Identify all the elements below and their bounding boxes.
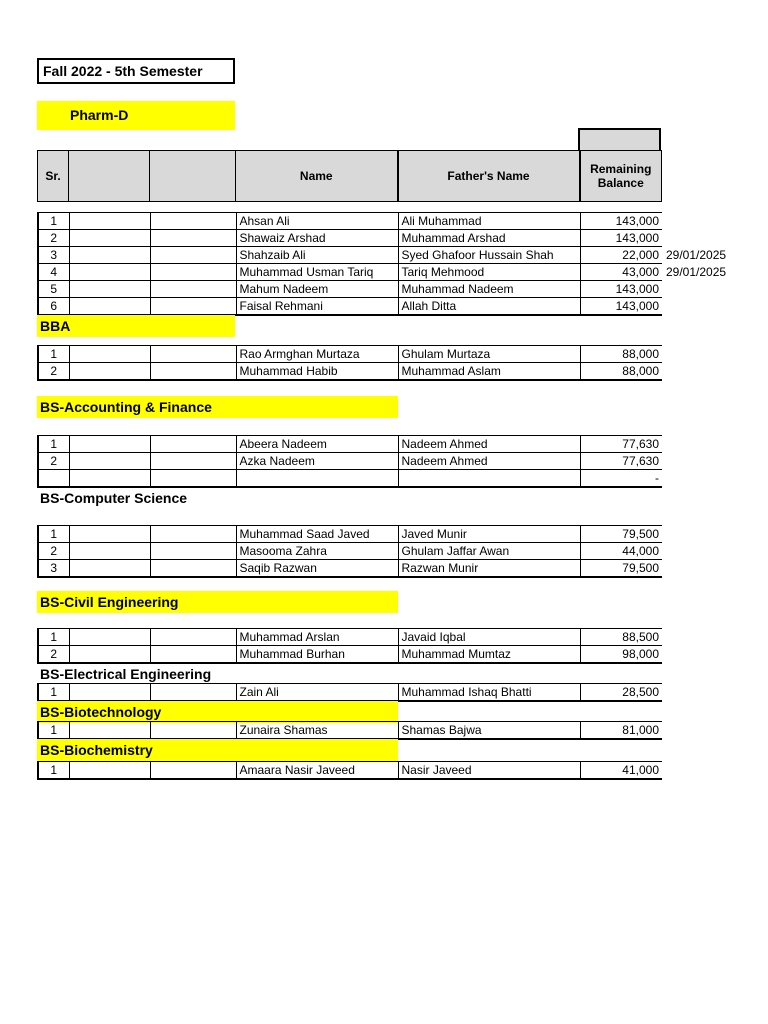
cell-blank-2: [150, 213, 236, 230]
cell-father-name: Ghulam Murtaza: [398, 346, 580, 363]
cell-father-name: Javaid Iqbal: [398, 629, 580, 646]
cell-father-name: Allah Ditta: [398, 298, 580, 316]
balance-header-tab: [578, 128, 661, 151]
table-row: [38, 346, 662, 363]
cell-blank-2: [150, 436, 236, 453]
cell-blank-1: [69, 298, 150, 316]
table-row: [38, 646, 662, 664]
cell-father-name: Muhammad Nadeem: [398, 281, 580, 298]
cell-father-name: Nasir Javeed: [398, 762, 580, 780]
cell-remaining-balance: 44,000: [580, 543, 662, 560]
cell-blank-2: [150, 543, 236, 560]
cell-remaining-balance: 143,000: [580, 213, 662, 230]
cell-remaining-balance: 79,500: [580, 526, 662, 543]
cell-blank-1: [69, 526, 150, 543]
cell-remaining-balance: 88,500: [580, 629, 662, 646]
cell-blank-2: [150, 264, 236, 281]
cell-sr: 2: [38, 230, 69, 247]
cell-father-name: Syed Ghafoor Hussain Shah: [398, 247, 580, 264]
cell-blank-2: [150, 346, 236, 363]
cell-remaining-balance: 43,000: [580, 264, 662, 281]
cell-blank-1: [69, 281, 150, 298]
cell-sr: 2: [38, 646, 69, 664]
header-blank-1: [69, 151, 150, 202]
cell-sr: 1: [38, 684, 69, 702]
cell-father-name: Ali Muhammad: [398, 213, 580, 230]
cell-blank-2: [150, 629, 236, 646]
table-row: [38, 436, 662, 453]
cell-blank-1: [69, 762, 150, 780]
cell-father-name: Muhammad Aslam: [398, 363, 580, 381]
cell-father-name: Muhammad Mumtaz: [398, 646, 580, 664]
section-title-accounting-finance: BS-Accounting & Finance: [37, 396, 398, 418]
header-balance-line2: Balance: [597, 176, 644, 190]
table-row: [38, 247, 662, 264]
cell-name: Amaara Nasir Javeed: [236, 762, 398, 780]
date-note: 29/01/2025: [666, 248, 727, 262]
table-biotechnology: [37, 721, 662, 740]
cell-blank-2: [150, 560, 236, 578]
cell-blank-2: [150, 298, 236, 316]
table-row: [38, 762, 662, 780]
cell-blank-1: [69, 213, 150, 230]
cell-blank-1: [69, 646, 150, 664]
table-row: [38, 526, 662, 543]
cell-blank-2: [150, 470, 236, 488]
cell-name: Muhammad Saad Javed: [236, 526, 398, 543]
cell-remaining-balance: 143,000: [580, 281, 662, 298]
table-computer-science: [37, 525, 662, 578]
cell-sr: 2: [38, 363, 69, 381]
cell-name: Muhammad Arslan: [236, 629, 398, 646]
cell-remaining-balance: 79,500: [580, 560, 662, 578]
cell-blank-1: [69, 346, 150, 363]
cell-blank-1: [69, 470, 150, 488]
cell-remaining-balance: 81,000: [580, 722, 662, 740]
table-row: [38, 281, 662, 298]
table-row: [38, 453, 662, 470]
table-row: [38, 560, 662, 578]
table-row: [38, 543, 662, 560]
cell-name: Muhammad Usman Tariq: [236, 264, 398, 281]
cell-father-name: [398, 470, 580, 488]
cell-blank-1: [69, 363, 150, 381]
cell-sr: 1: [38, 722, 69, 740]
cell-name: Azka Nadeem: [236, 453, 398, 470]
cell-remaining-balance: -: [580, 470, 662, 488]
cell-blank-1: [69, 684, 150, 702]
cell-name: Rao Armghan Murtaza: [236, 346, 398, 363]
cell-blank-1: [69, 543, 150, 560]
table-electrical-engineering: [37, 683, 662, 702]
table-row: [38, 722, 662, 740]
cell-blank-1: [69, 230, 150, 247]
cell-sr: 5: [38, 281, 69, 298]
table-row: [38, 629, 662, 646]
cell-name: Shahzaib Ali: [236, 247, 398, 264]
table-row: [38, 470, 662, 488]
cell-sr: 1: [38, 762, 69, 780]
cell-remaining-balance: 77,630: [580, 453, 662, 470]
cell-name: Mahum Nadeem: [236, 281, 398, 298]
cell-blank-2: [150, 453, 236, 470]
cell-sr: 1: [38, 213, 69, 230]
cell-father-name: Javed Munir: [398, 526, 580, 543]
header-sr: Sr.: [38, 151, 69, 202]
cell-father-name: Shamas Bajwa: [398, 722, 580, 740]
section-title-biotechnology: BS-Biotechnology: [37, 701, 398, 723]
cell-name: Ahsan Ali: [236, 213, 398, 230]
cell-remaining-balance: 143,000: [580, 298, 662, 316]
cell-blank-1: [69, 560, 150, 578]
cell-name: Zain Ali: [236, 684, 398, 702]
table-row: [38, 230, 662, 247]
cell-sr: 1: [38, 346, 69, 363]
cell-sr: 4: [38, 264, 69, 281]
cell-blank-2: [150, 762, 236, 780]
cell-blank-1: [69, 629, 150, 646]
cell-blank-1: [69, 722, 150, 740]
cell-name: Abeera Nadeem: [236, 436, 398, 453]
table-row: [38, 298, 662, 316]
cell-father-name: Tariq Mehmood: [398, 264, 580, 281]
section-title-pharmd: Pharm-D: [37, 101, 235, 130]
cell-sr: 2: [38, 453, 69, 470]
cell-remaining-balance: 143,000: [580, 230, 662, 247]
cell-blank-2: [150, 247, 236, 264]
table-bba: [37, 345, 662, 381]
cell-blank-1: [69, 264, 150, 281]
cell-father-name: Muhammad Ishaq Bhatti: [398, 684, 580, 702]
cell-name: Shawaiz Arshad: [236, 230, 398, 247]
cell-remaining-balance: 77,630: [580, 436, 662, 453]
header-balance-line1: Remaining: [590, 162, 652, 176]
cell-remaining-balance: 28,500: [580, 684, 662, 702]
cell-blank-2: [150, 526, 236, 543]
cell-blank-2: [150, 230, 236, 247]
cell-sr: 6: [38, 298, 69, 316]
cell-name: Masooma Zahra: [236, 543, 398, 560]
cell-father-name: Ghulam Jaffar Awan: [398, 543, 580, 560]
cell-father-name: Muhammad Arshad: [398, 230, 580, 247]
section-title-electrical-engineering: BS-Electrical Engineering: [40, 666, 212, 682]
cell-remaining-balance: 22,000: [580, 247, 662, 264]
cell-blank-2: [150, 722, 236, 740]
cell-remaining-balance: 88,000: [580, 363, 662, 381]
header-father-name: Father's Name: [398, 151, 580, 202]
cell-blank-2: [150, 646, 236, 664]
cell-blank-2: [150, 684, 236, 702]
cell-name: [236, 470, 398, 488]
cell-sr: 1: [38, 526, 69, 543]
table-accounting-finance: [37, 435, 662, 488]
cell-name: Muhammad Habib: [236, 363, 398, 381]
table-pharmd: [37, 212, 662, 316]
date-note: 29/01/2025: [666, 265, 727, 279]
table-row: [38, 684, 662, 702]
cell-blank-2: [150, 281, 236, 298]
section-title-civil-engineering: BS-Civil Engineering: [37, 591, 398, 613]
table-row: [38, 363, 662, 381]
cell-sr: [38, 470, 69, 488]
cell-name: Saqib Razwan: [236, 560, 398, 578]
cell-remaining-balance: 41,000: [580, 762, 662, 780]
section-title-bba: BBA: [37, 315, 235, 337]
cell-blank-1: [69, 436, 150, 453]
cell-blank-2: [150, 363, 236, 381]
sheet-title: Fall 2022 - 5th Semester: [37, 58, 235, 84]
cell-name: Zunaira Shamas: [236, 722, 398, 740]
cell-sr: 3: [38, 560, 69, 578]
column-header-row: [37, 150, 662, 202]
table-civil-engineering: [37, 628, 662, 664]
cell-sr: 2: [38, 543, 69, 560]
cell-sr: 3: [38, 247, 69, 264]
cell-blank-1: [69, 453, 150, 470]
cell-sr: 1: [38, 436, 69, 453]
cell-name: Muhammad Burhan: [236, 646, 398, 664]
header-remaining-balance: [580, 151, 662, 202]
header-blank-2: [150, 151, 236, 202]
cell-remaining-balance: 88,000: [580, 346, 662, 363]
header-name: Name: [236, 151, 398, 202]
section-title-biochemistry: BS-Biochemistry: [37, 739, 398, 761]
table-row: [38, 213, 662, 230]
cell-blank-1: [69, 247, 150, 264]
section-title-computer-science: BS-Computer Science: [40, 490, 188, 506]
cell-father-name: Nadeem Ahmed: [398, 453, 580, 470]
cell-father-name: Razwan Munir: [398, 560, 580, 578]
cell-remaining-balance: 98,000: [580, 646, 662, 664]
cell-sr: 1: [38, 629, 69, 646]
table-biochemistry: [37, 761, 662, 780]
table-row: [38, 264, 662, 281]
cell-father-name: Nadeem Ahmed: [398, 436, 580, 453]
cell-name: Faisal Rehmani: [236, 298, 398, 316]
